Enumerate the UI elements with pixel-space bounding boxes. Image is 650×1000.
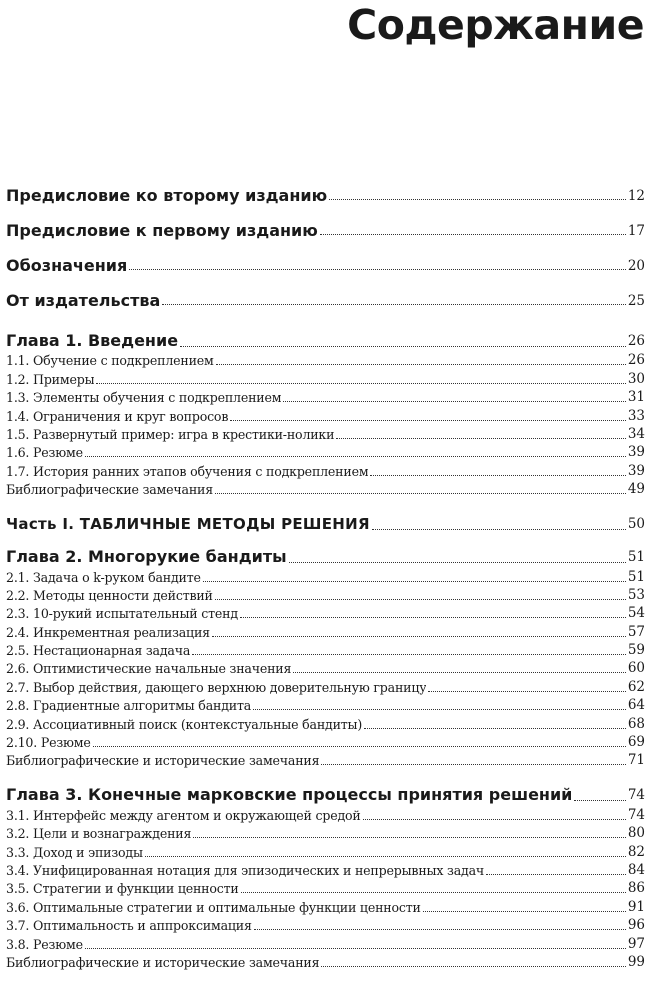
page-title: Содержание: [347, 1, 644, 49]
toc-section-entry[interactable]: [6, 405, 645, 423]
dot-leader: [212, 636, 626, 637]
toc-page-number: 74: [627, 806, 645, 823]
toc-section-label: 3.3. Доход и эпизоды: [6, 844, 143, 860]
toc-section-label: 3.7. Оптимальность и аппроксимация: [6, 918, 252, 934]
toc-section-label: 3.5. Стратегии и функции ценности: [6, 881, 239, 897]
toc-front-entry[interactable]: [6, 248, 645, 283]
toc-section-label: 2.10. Резюме: [6, 735, 91, 751]
toc-section-entry[interactable]: [6, 387, 645, 405]
toc-front-entry[interactable]: [6, 283, 645, 318]
toc-section-label: 3.2. Цели и вознаграждения: [6, 826, 192, 842]
dot-leader: [423, 911, 626, 912]
toc-section-entry[interactable]: [6, 804, 645, 822]
dot-leader: [486, 874, 626, 875]
toc-page-number: 68: [627, 715, 645, 732]
toc-page-number: 99: [627, 953, 645, 970]
dot-leader: [240, 617, 626, 618]
toc-page-number: 39: [627, 444, 645, 461]
toc-front-entry[interactable]: [6, 178, 645, 213]
toc-section-label: 1.6. Резюме: [6, 445, 83, 461]
toc-page-number: 82: [627, 843, 645, 860]
toc-entry-label: Обозначения: [6, 256, 128, 275]
toc-page-number: 91: [627, 898, 645, 915]
dot-leader: [254, 929, 626, 930]
toc-section-label: 1.7. История ранних этапов обучения с подкреплением: [6, 463, 369, 479]
dot-leader: [321, 966, 625, 967]
toc-entry-label: От издательства: [6, 291, 161, 310]
toc-section-label: 2.3. 10-рукий испытательный стенд: [6, 606, 238, 622]
toc-page-number: 69: [627, 734, 645, 751]
toc-section-entry[interactable]: [6, 442, 645, 460]
toc-page-number: 12: [627, 187, 645, 204]
toc-section-entry[interactable]: [6, 823, 645, 841]
toc-section-label: 3.4. Унифицированная нотация для эпизодических и непрерывных задач: [6, 862, 485, 878]
toc-section-entry[interactable]: [6, 933, 645, 951]
toc-page-number: 25: [627, 292, 645, 309]
toc-section-label: 1.2. Примеры: [6, 371, 95, 387]
toc-page-number: 33: [627, 407, 645, 424]
toc-page-number: 74: [627, 787, 645, 804]
toc-chapter-1[interactable]: [6, 326, 645, 350]
toc-section-label: 3.8. Резюме: [6, 936, 83, 952]
table-of-contents: [6, 178, 645, 970]
toc-page-number: 97: [627, 935, 645, 952]
dot-leader: [320, 234, 626, 235]
dot-leader: [93, 746, 626, 747]
toc-section-entry[interactable]: [6, 713, 645, 731]
toc-section-label: Библиографические и исторические замечания: [6, 753, 320, 769]
toc-section-entry[interactable]: [6, 424, 645, 442]
toc-chapter-label: Глава 1. Введение: [6, 331, 179, 350]
dot-leader: [129, 269, 626, 270]
toc-page-number: 20: [627, 257, 645, 274]
dot-leader: [336, 438, 626, 439]
dot-leader: [293, 672, 626, 673]
toc-page-number: 59: [627, 642, 645, 659]
dot-leader: [428, 691, 625, 692]
toc-section-entry[interactable]: [6, 750, 645, 768]
dot-leader: [363, 819, 626, 820]
dot-leader: [203, 581, 626, 582]
toc-page-number: 49: [627, 481, 645, 498]
toc-page-number: 51: [627, 568, 645, 585]
toc-section-entry[interactable]: [6, 676, 645, 694]
toc-page-number: 39: [627, 462, 645, 479]
toc-front-entry[interactable]: [6, 213, 645, 248]
toc-section-entry[interactable]: [6, 732, 645, 750]
dot-leader: [192, 654, 626, 655]
toc-page-number: 60: [627, 660, 645, 677]
toc-section-entry[interactable]: [6, 460, 645, 478]
toc-section-label: 2.1. Задача о k-руком бандите: [6, 569, 201, 585]
toc-chapter-3[interactable]: [6, 780, 645, 804]
toc-page-number: 84: [627, 861, 645, 878]
toc-section-entry[interactable]: [6, 350, 645, 368]
toc-page-number: 51: [627, 549, 645, 566]
dot-leader: [216, 364, 626, 365]
toc-page-number: 53: [627, 586, 645, 603]
toc-section-label: 1.1. Обучение с подкреплением: [6, 353, 214, 369]
dot-leader: [145, 856, 626, 857]
toc-section-entry[interactable]: [6, 368, 645, 386]
toc-section-entry[interactable]: [6, 952, 645, 970]
dot-leader: [215, 493, 626, 494]
toc-page-number: 34: [627, 425, 645, 442]
dot-leader: [162, 304, 626, 305]
toc-page-number: 26: [627, 352, 645, 369]
dot-leader: [241, 892, 626, 893]
toc-section-entry[interactable]: [6, 915, 645, 933]
toc-section-entry[interactable]: [6, 878, 645, 896]
toc-chapter-2[interactable]: [6, 542, 645, 566]
toc-section-entry[interactable]: [6, 841, 645, 859]
toc-section-label: Библиографические замечания: [6, 482, 213, 498]
toc-page-number: 17: [627, 222, 645, 239]
dot-leader: [372, 529, 626, 530]
toc-page-number: 31: [627, 389, 645, 406]
toc-page-number: 26: [627, 333, 645, 349]
toc-section-entry[interactable]: [6, 896, 645, 914]
toc-section-entry[interactable]: [6, 658, 645, 676]
toc-part-label: Часть I. ТАБЛИЧНЫЕ МЕТОДЫ РЕШЕНИЯ: [6, 515, 370, 534]
toc-page-number: 30: [627, 370, 645, 387]
toc-section-entry[interactable]: [6, 603, 645, 621]
toc-section-label: 2.7. Выбор действия, дающего верхнюю доверительную границу: [6, 679, 427, 695]
toc-section-label: 2.6. Оптимистические начальные значения: [6, 661, 292, 677]
toc-section-label: 2.2. Методы ценности действий: [6, 587, 213, 603]
toc-page-number: 80: [627, 825, 645, 842]
toc-page-number: 71: [627, 752, 645, 769]
dot-leader: [96, 383, 625, 384]
dot-leader: [230, 420, 626, 421]
dot-leader: [364, 728, 626, 729]
toc-section-label: 1.5. Развернутый пример: игра в крестики-нолики: [6, 426, 335, 442]
toc-section-entry[interactable]: [6, 621, 645, 639]
chapter-3-sections: [6, 804, 645, 970]
chapter-1-sections: [6, 350, 645, 497]
toc-section-label: 3.1. Интерфейс между агентом и окружающей средой: [6, 807, 361, 823]
dot-leader: [193, 837, 626, 838]
toc-section-label: 1.3. Элементы обучения с подкреплением: [6, 390, 282, 406]
dot-leader: [85, 948, 626, 949]
chapter-2-sections: [6, 566, 645, 768]
dot-leader: [321, 764, 625, 765]
toc-page-number: 64: [627, 697, 645, 714]
dot-leader: [574, 800, 625, 801]
dot-leader: [289, 562, 626, 563]
toc-page-number: 57: [627, 623, 645, 640]
toc-section-entry[interactable]: [6, 479, 645, 497]
dot-leader: [253, 709, 626, 710]
toc-section-label: 1.4. Ограничения и круг вопросов: [6, 408, 229, 424]
toc-section-label: 2.9. Ассоциативный поиск (контекстуальные бандиты): [6, 716, 363, 732]
toc-section-entry[interactable]: [6, 860, 645, 878]
toc-section-label: 2.5. Нестационарная задача: [6, 643, 191, 659]
toc-section-entry[interactable]: [6, 566, 645, 584]
toc-page-number: 50: [627, 516, 645, 533]
toc-page-number: 62: [627, 678, 645, 695]
toc-section-entry[interactable]: [6, 695, 645, 713]
toc-page-number: 54: [627, 605, 645, 622]
dot-leader: [85, 456, 626, 457]
toc-section-label: 3.6. Оптимальные стратегии и оптимальные функции ценности: [6, 899, 421, 915]
toc-page-number: 86: [627, 880, 645, 897]
toc-page-number: 96: [627, 917, 645, 934]
toc-section-entry[interactable]: [6, 640, 645, 658]
toc-section-entry[interactable]: [6, 585, 645, 603]
toc-part-1[interactable]: [6, 509, 645, 533]
toc-chapter-label: Глава 3. Конечные марковские процессы принятия решений: [6, 785, 573, 805]
toc-chapter-label: Глава 2. Многорукие бандиты: [6, 547, 287, 567]
dot-leader: [180, 346, 626, 347]
toc-entry-label: Предисловие к первому изданию: [6, 221, 318, 240]
dot-leader: [215, 599, 626, 600]
toc-entry-label: Предисловие ко второму изданию: [6, 186, 328, 205]
toc-section-label: 2.4. Инкрементная реализация: [6, 624, 210, 640]
toc-section-label: 2.8. Градиентные алгоритмы бандита: [6, 698, 252, 714]
toc-section-label: Библиографические и исторические замечания: [6, 954, 320, 970]
dot-leader: [370, 475, 625, 476]
dot-leader: [283, 401, 626, 402]
dot-leader: [329, 199, 626, 200]
